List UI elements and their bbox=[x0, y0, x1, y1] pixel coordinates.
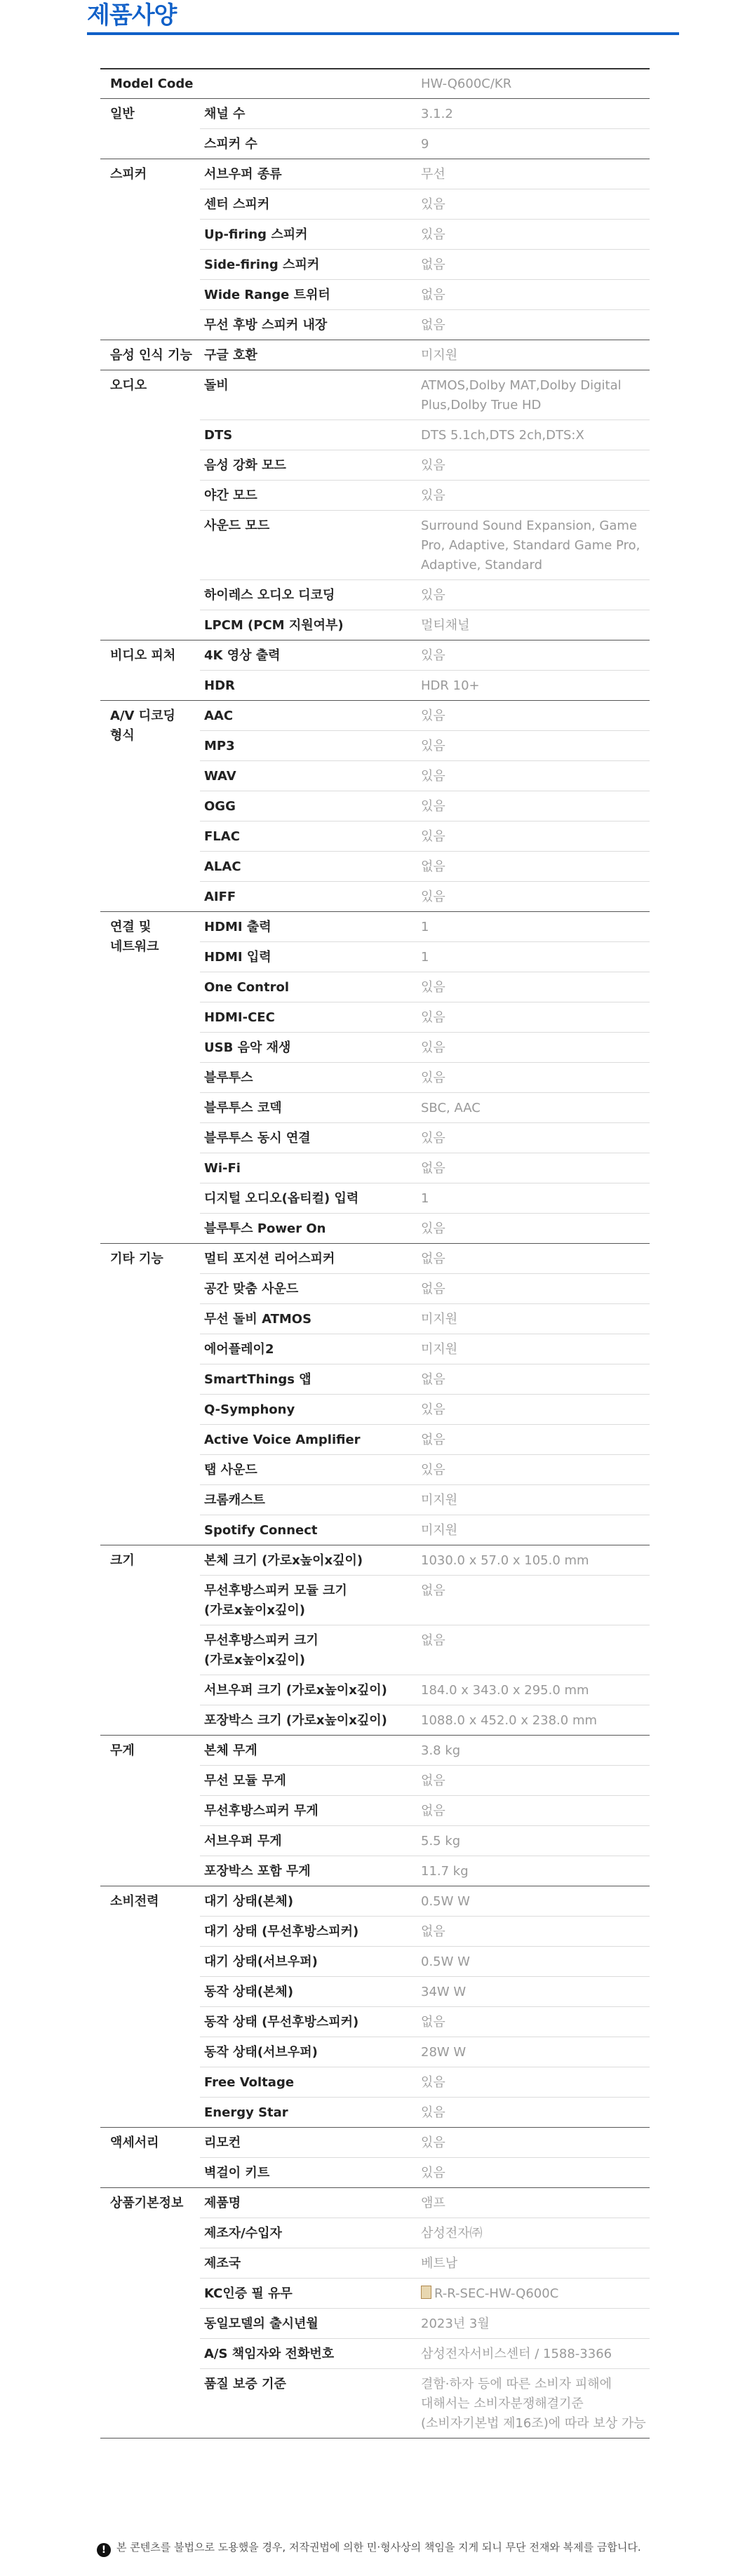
spec-label: 서브우퍼 무게 bbox=[200, 1826, 417, 1856]
spec-row bbox=[100, 1545, 650, 1576]
spec-value: 없음 bbox=[417, 1576, 650, 1625]
spec-label: 스피커 수 bbox=[200, 129, 417, 159]
spec-value: 있음 bbox=[417, 761, 650, 791]
spec-value: 있음 bbox=[417, 1214, 650, 1244]
spec-value: 없음 bbox=[417, 1425, 650, 1455]
spec-row bbox=[100, 1736, 650, 1766]
copyright-notice bbox=[97, 2540, 641, 2557]
spec-value: 없음 bbox=[417, 310, 650, 340]
spec-label: 사운드 모드 bbox=[200, 511, 417, 580]
spec-label: 에어플레이2 bbox=[200, 1334, 417, 1364]
spec-label: Wide Range 트위터 bbox=[200, 280, 417, 310]
spec-value: 삼성전자㈜ bbox=[417, 2218, 650, 2248]
spec-value: 있음 bbox=[417, 580, 650, 610]
copyright-notice-text: 본 콘텐츠를 불법으로 도용했을 경우, 저작권법에 의한 민·형사상의 책임을 지게 되니 무단 전재와 복제를 금합니다. bbox=[116, 2541, 641, 2554]
spec-label: USB 음악 재생 bbox=[200, 1033, 417, 1063]
spec-row bbox=[100, 2188, 650, 2218]
spec-value: 없음 bbox=[417, 2007, 650, 2037]
title-underline bbox=[87, 32, 679, 35]
spec-label: 돌비 bbox=[200, 370, 417, 420]
spec-label: 블루투스 Power On bbox=[200, 1214, 417, 1244]
spec-label: HDMI 입력 bbox=[200, 942, 417, 972]
spec-label: AIFF bbox=[200, 882, 417, 912]
spec-label: 서브우퍼 크기 (가로x높이x깊이) bbox=[200, 1675, 417, 1705]
spec-value: 있음 bbox=[417, 2158, 650, 2188]
spec-value: 결함·하자 등에 따른 소비자 피해에 대해서는 소비자분쟁해결기준(소비자기본법 제16조)에 따라 보상 가능 bbox=[417, 2369, 650, 2439]
spec-group-name: A/V 디코딩 형식 bbox=[100, 701, 200, 912]
spec-value: Surround Sound Expansion, Game Pro, Adaptive, Standard Game Pro, Adaptive, Standard bbox=[417, 511, 650, 580]
spec-group-name: 액세서리 bbox=[100, 2128, 200, 2188]
spec-value: 1 bbox=[417, 1183, 650, 1214]
spec-value: 없음 bbox=[417, 280, 650, 310]
spec-label: SmartThings 앱 bbox=[200, 1364, 417, 1395]
spec-label: 품질 보증 기준 bbox=[200, 2369, 417, 2439]
spec-group-name: 스피커 bbox=[100, 159, 200, 340]
spec-row bbox=[100, 2128, 650, 2158]
spec-label: 대기 상태(서브우퍼) bbox=[200, 1947, 417, 1977]
kc-certification-number: R-R-SEC-HW-Q600C bbox=[434, 2286, 559, 2301]
spec-label: 대기 상태 (무선후방스피커) bbox=[200, 1917, 417, 1947]
spec-label: 4K 영상 출력 bbox=[200, 640, 417, 671]
warning-icon: ! bbox=[97, 2543, 111, 2557]
spec-group-name: 오디오 bbox=[100, 370, 200, 640]
spec-label: A/S 책임자와 전화번호 bbox=[200, 2339, 417, 2369]
spec-label: 블루투스 동시 연결 bbox=[200, 1123, 417, 1153]
spec-value: 있음 bbox=[417, 189, 650, 220]
spec-label: 제조국 bbox=[200, 2248, 417, 2279]
spec-table bbox=[100, 69, 650, 2439]
spec-value: 없음 bbox=[417, 1153, 650, 1183]
spec-label: 본체 크기 (가로x높이x깊이) bbox=[200, 1545, 417, 1576]
spec-group-name: 소비전력 bbox=[100, 1886, 200, 2128]
spec-label: 하이레스 오디오 디코딩 bbox=[200, 580, 417, 610]
spec-label: One Control bbox=[200, 972, 417, 1002]
spec-label: OGG bbox=[200, 791, 417, 821]
spec-label: 음성 강화 모드 bbox=[200, 450, 417, 481]
spec-label: 벽걸이 키트 bbox=[200, 2158, 417, 2188]
spec-row bbox=[100, 640, 650, 671]
spec-value: 28W W bbox=[417, 2037, 650, 2067]
spec-value: 무선 bbox=[417, 159, 650, 189]
spec-value: 없음 bbox=[417, 1625, 650, 1675]
spec-value: 멀티채널 bbox=[417, 610, 650, 640]
spec-value: 있음 bbox=[417, 1395, 650, 1425]
spec-row bbox=[100, 1886, 650, 1917]
spec-label: 동일모델의 출시년월 bbox=[200, 2309, 417, 2339]
spec-label: 야간 모드 bbox=[200, 481, 417, 511]
spec-label: 크롬캐스트 bbox=[200, 1485, 417, 1515]
spec-label: ALAC bbox=[200, 852, 417, 882]
spec-value: 있음 bbox=[417, 1063, 650, 1093]
spec-label bbox=[200, 69, 417, 99]
spec-value: 1 bbox=[417, 942, 650, 972]
spec-value: 있음 bbox=[417, 701, 650, 731]
spec-group-name: 기타 기능 bbox=[100, 1244, 200, 1545]
spec-group-name: 상품기본정보 bbox=[100, 2188, 200, 2439]
spec-value: 없음 bbox=[417, 1244, 650, 1274]
spec-label: 블루투스 코덱 bbox=[200, 1093, 417, 1123]
spec-table-body bbox=[100, 69, 650, 2439]
spec-value: 1088.0 x 452.0 x 238.0 mm bbox=[417, 1705, 650, 1736]
spec-value: 있음 bbox=[417, 1002, 650, 1033]
spec-group-name: Model Code bbox=[100, 69, 200, 99]
spec-row bbox=[100, 69, 650, 99]
spec-group-name: 일반 bbox=[100, 99, 200, 159]
spec-value: SBC, AAC bbox=[417, 1093, 650, 1123]
spec-label: 탭 사운드 bbox=[200, 1455, 417, 1485]
spec-value: 없음 bbox=[417, 1917, 650, 1947]
spec-value: 없음 bbox=[417, 852, 650, 882]
spec-value: ATMOS,Dolby MAT,Dolby Digital Plus,Dolby True HD bbox=[417, 370, 650, 420]
spec-row bbox=[100, 912, 650, 942]
spec-value: 있음 bbox=[417, 731, 650, 761]
spec-value: 3.8 kg bbox=[417, 1736, 650, 1766]
spec-group-name: 연결 및 네트워크 bbox=[100, 912, 200, 1244]
spec-value: 있음 bbox=[417, 2128, 650, 2158]
kc-certification-icon bbox=[421, 2286, 431, 2299]
spec-label: Active Voice Amplifier bbox=[200, 1425, 417, 1455]
spec-label: Side-firing 스피커 bbox=[200, 250, 417, 280]
spec-value: 있음 bbox=[417, 481, 650, 511]
spec-label: 본체 무게 bbox=[200, 1736, 417, 1766]
page-title: 제품사양 bbox=[87, 1, 177, 29]
spec-label: 포장박스 포함 무게 bbox=[200, 1856, 417, 1886]
spec-value: 2023년 3월 bbox=[417, 2309, 650, 2339]
spec-value: 3.1.2 bbox=[417, 99, 650, 129]
spec-value: 있음 bbox=[417, 640, 650, 671]
spec-label: WAV bbox=[200, 761, 417, 791]
spec-group-name: 비디오 피처 bbox=[100, 640, 200, 701]
spec-value: 있음 bbox=[417, 2067, 650, 2098]
spec-value: 미지원 bbox=[417, 1485, 650, 1515]
spec-label: 디지털 오디오(옵티컬) 입력 bbox=[200, 1183, 417, 1214]
spec-row bbox=[100, 340, 650, 370]
spec-row bbox=[100, 370, 650, 420]
spec-label: 채널 수 bbox=[200, 99, 417, 129]
spec-value: 있음 bbox=[417, 972, 650, 1002]
spec-label: 무선후방스피커 모듈 크기 (가로x높이x깊이) bbox=[200, 1576, 417, 1625]
spec-value: 삼성전자서비스센터 / 1588-3366 bbox=[417, 2339, 650, 2369]
spec-value: 미지원 bbox=[417, 1304, 650, 1334]
spec-group-name: 크기 bbox=[100, 1545, 200, 1736]
spec-value: 있음 bbox=[417, 821, 650, 852]
spec-label: 동작 상태 (무선후방스피커) bbox=[200, 2007, 417, 2037]
spec-value: 5.5 kg bbox=[417, 1826, 650, 1856]
spec-value: 9 bbox=[417, 129, 650, 159]
spec-label: KC인증 필 유무 bbox=[200, 2279, 417, 2309]
spec-label: 무선후방스피커 크기 (가로x높이x깊이) bbox=[200, 1625, 417, 1675]
spec-label: 멀티 포지션 리어스피커 bbox=[200, 1244, 417, 1274]
spec-label: 블루투스 bbox=[200, 1063, 417, 1093]
spec-label: Free Voltage bbox=[200, 2067, 417, 2098]
spec-value: 없음 bbox=[417, 250, 650, 280]
spec-group-name: 무게 bbox=[100, 1736, 200, 1886]
spec-value: 있음 bbox=[417, 1123, 650, 1153]
spec-value: 미지원 bbox=[417, 1334, 650, 1364]
spec-label: Spotify Connect bbox=[200, 1515, 417, 1545]
spec-label: HDMI 출력 bbox=[200, 912, 417, 942]
spec-label: 제조자/수입자 bbox=[200, 2218, 417, 2248]
spec-value: HDR 10+ bbox=[417, 671, 650, 701]
spec-label: HDMI-CEC bbox=[200, 1002, 417, 1033]
spec-value: 1030.0 x 57.0 x 105.0 mm bbox=[417, 1545, 650, 1576]
spec-label: MP3 bbox=[200, 731, 417, 761]
spec-label: 동작 상태(서브우퍼) bbox=[200, 2037, 417, 2067]
spec-label: Q-Symphony bbox=[200, 1395, 417, 1425]
spec-label: AAC bbox=[200, 701, 417, 731]
spec-value: 있음 bbox=[417, 450, 650, 481]
spec-value bbox=[417, 2279, 650, 2309]
spec-row bbox=[100, 99, 650, 129]
spec-label: 무선 후방 스피커 내장 bbox=[200, 310, 417, 340]
spec-value: HW-Q600C/KR bbox=[417, 69, 650, 99]
spec-value: 있음 bbox=[417, 791, 650, 821]
spec-label: 포장박스 크기 (가로x높이x깊이) bbox=[200, 1705, 417, 1736]
spec-value: 34W W bbox=[417, 1977, 650, 2007]
spec-value: 0.5W W bbox=[417, 1886, 650, 1917]
spec-value: 없음 bbox=[417, 1766, 650, 1796]
spec-label: 리모컨 bbox=[200, 2128, 417, 2158]
spec-value: 앰프 bbox=[417, 2188, 650, 2218]
spec-group-name: 음성 인식 기능 bbox=[100, 340, 200, 370]
spec-value: 미지원 bbox=[417, 340, 650, 370]
spec-label: 무선후방스피커 무게 bbox=[200, 1796, 417, 1826]
spec-label: 센터 스피커 bbox=[200, 189, 417, 220]
spec-label: 무선 돌비 ATMOS bbox=[200, 1304, 417, 1334]
spec-value: 184.0 x 343.0 x 295.0 mm bbox=[417, 1675, 650, 1705]
spec-label: Wi-Fi bbox=[200, 1153, 417, 1183]
spec-label: LPCM (PCM 지원여부) bbox=[200, 610, 417, 640]
spec-value: 없음 bbox=[417, 1364, 650, 1395]
spec-row bbox=[100, 159, 650, 189]
spec-value: 있음 bbox=[417, 1033, 650, 1063]
spec-label: HDR bbox=[200, 671, 417, 701]
spec-label: Up-firing 스피커 bbox=[200, 220, 417, 250]
spec-label: FLAC bbox=[200, 821, 417, 852]
spec-label: DTS bbox=[200, 420, 417, 450]
spec-value: DTS 5.1ch,DTS 2ch,DTS:X bbox=[417, 420, 650, 450]
spec-label: 서브우퍼 종류 bbox=[200, 159, 417, 189]
spec-label: 동작 상태(본체) bbox=[200, 1977, 417, 2007]
spec-label: Energy Star bbox=[200, 2098, 417, 2128]
spec-value: 있음 bbox=[417, 882, 650, 912]
spec-value: 없음 bbox=[417, 1796, 650, 1826]
spec-row bbox=[100, 1244, 650, 1274]
spec-value: 미지원 bbox=[417, 1515, 650, 1545]
spec-value: 0.5W W bbox=[417, 1947, 650, 1977]
spec-label: 구글 호환 bbox=[200, 340, 417, 370]
spec-label: 제품명 bbox=[200, 2188, 417, 2218]
spec-value: 있음 bbox=[417, 1455, 650, 1485]
spec-value: 1 bbox=[417, 912, 650, 942]
spec-row bbox=[100, 701, 650, 731]
spec-label: 무선 모듈 무게 bbox=[200, 1766, 417, 1796]
spec-value: 11.7 kg bbox=[417, 1856, 650, 1886]
spec-value: 있음 bbox=[417, 2098, 650, 2128]
spec-label: 공간 맞춤 사운드 bbox=[200, 1274, 417, 1304]
spec-value: 있음 bbox=[417, 220, 650, 250]
spec-label: 대기 상태(본체) bbox=[200, 1886, 417, 1917]
spec-value: 베트남 bbox=[417, 2248, 650, 2279]
spec-value: 없음 bbox=[417, 1274, 650, 1304]
